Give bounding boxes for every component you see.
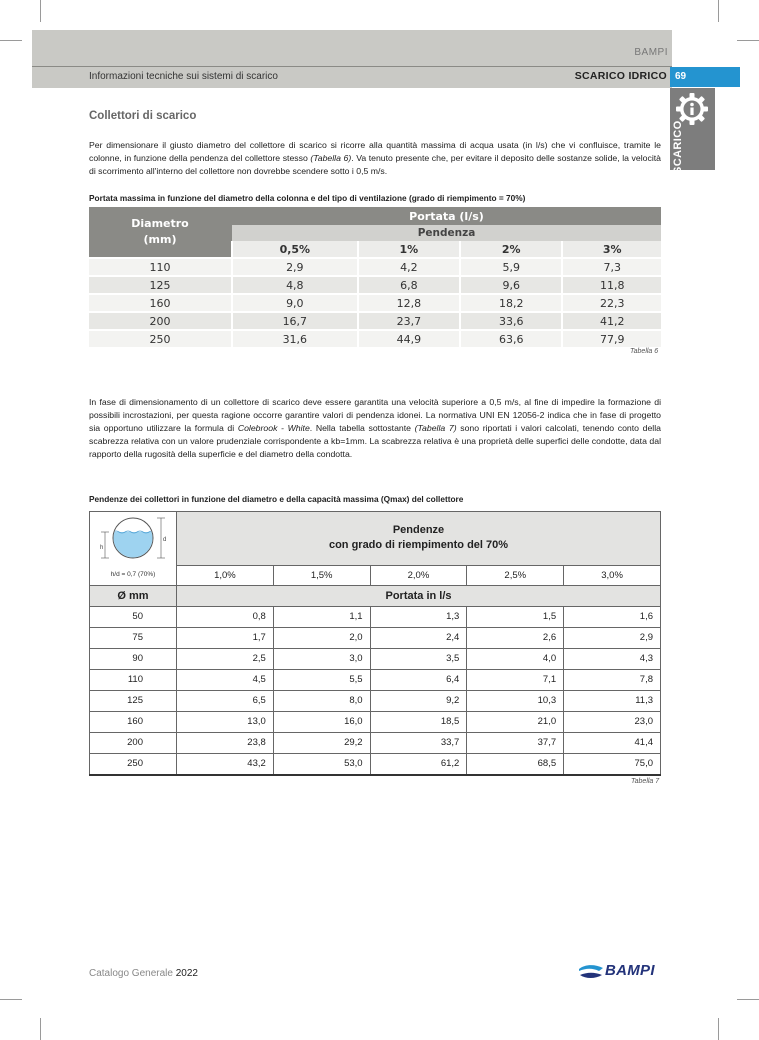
- table7-caption: Pendenze dei collettori in funzione del diametro e della capacità massima (Qmax) del collettore: [89, 494, 464, 504]
- table-cell: 1,7: [177, 627, 274, 648]
- table-cell: 10,3: [467, 690, 564, 711]
- text-run: . Nella tabella sottostante: [309, 423, 415, 433]
- table-cell: 1,5: [467, 606, 564, 627]
- table7-column-header: 2,5%: [467, 565, 564, 585]
- table-row: [90, 753, 661, 775]
- table-row: [89, 330, 661, 347]
- section-title: Collettori di scarico: [89, 110, 197, 122]
- table-cell: 125: [89, 276, 232, 294]
- table-cell: 18,2: [460, 294, 562, 312]
- crop-mark: [40, 1018, 41, 1040]
- table-row: [89, 312, 661, 330]
- crop-mark: [718, 0, 719, 22]
- table6-note: Tabella 6: [630, 348, 659, 355]
- table-cell: 16,0: [273, 711, 370, 732]
- table-cell: 33,7: [370, 732, 467, 753]
- table-cell: 6,8: [358, 276, 460, 294]
- table-cell: 41,4: [564, 732, 661, 753]
- pendenze-label: Pendenze: [392, 524, 445, 537]
- table-cell: 2,0: [273, 627, 370, 648]
- table-cell: 21,0: [467, 711, 564, 732]
- table6-diameter-header: [89, 207, 232, 258]
- table7-pendenze-header: [177, 512, 661, 566]
- catalog-label: Catalogo Generale: [89, 968, 173, 979]
- table-cell: 2,9: [564, 627, 661, 648]
- table-cell: 7,8: [564, 669, 661, 690]
- text-run: Per dimensionare il giusto diametro del collettore di scarico si ricorre alla quantità massima di acqua usata (in l/s) che vi confluisce, tramite le colonne, in funzione della pendenza del collettore stesso: [89, 140, 661, 163]
- table6-column-header: 1%: [358, 241, 460, 258]
- table7-column-header: 1,5%: [273, 565, 370, 585]
- table-cell: 22,3: [562, 294, 661, 312]
- table-cell: 4,5: [177, 669, 274, 690]
- table-cell: 6,4: [370, 669, 467, 690]
- text-run-italic: Colebrook - White: [237, 423, 310, 433]
- table-cell: 3,0: [273, 648, 370, 669]
- table-cell: 110: [89, 258, 232, 276]
- diagram-h-label: h: [100, 545, 104, 551]
- table-cell: 53,0: [273, 753, 370, 775]
- text-run-italic: (Tabella 7): [414, 423, 457, 433]
- table-row: [89, 294, 661, 312]
- table-cell: 1,3: [370, 606, 467, 627]
- table-cell: 41,2: [562, 312, 661, 330]
- table-cell: 50: [90, 606, 177, 627]
- footer-catalog: [89, 968, 198, 979]
- table-cell: 6,5: [177, 690, 274, 711]
- crop-mark: [0, 999, 22, 1000]
- table-cell: 0,8: [177, 606, 274, 627]
- crop-mark: [737, 999, 759, 1000]
- header-brand: BAMPI: [634, 47, 668, 58]
- table7-note: Tabella 7: [631, 778, 660, 785]
- table-cell: 3,5: [370, 648, 467, 669]
- table-cell: 2,6: [467, 627, 564, 648]
- table-cell: 250: [90, 753, 177, 775]
- crop-mark: [737, 40, 759, 41]
- table-cell: 11,3: [564, 690, 661, 711]
- table-cell: 250: [89, 330, 232, 347]
- table-cell: 4,2: [358, 258, 460, 276]
- table-cell: 12,8: [358, 294, 460, 312]
- header-title: Informazioni tecniche sui sistemi di scarico: [89, 71, 278, 82]
- table6-pendenza-header: Pendenza: [232, 225, 661, 241]
- table-cell: 43,2: [177, 753, 274, 775]
- table-row: [90, 669, 661, 690]
- table6-caption: Portata massima in funzione del diametro della colonna e del tipo di ventilazione (grado di riempimento = 70%): [89, 193, 526, 203]
- table-row: [89, 258, 661, 276]
- bampi-logo-text: BAMPI: [605, 962, 655, 979]
- table-cell: 8,0: [273, 690, 370, 711]
- table-cell: 13,0: [177, 711, 274, 732]
- ratio-label: h/d = 0,7 (70%): [90, 565, 177, 585]
- table-cell: 5,9: [460, 258, 562, 276]
- table-cell: 125: [90, 690, 177, 711]
- table-cell: 75: [90, 627, 177, 648]
- table-row: [90, 606, 661, 627]
- table6: [89, 207, 661, 347]
- table-cell: 37,7: [467, 732, 564, 753]
- table-cell: 9,6: [460, 276, 562, 294]
- table-cell: 11,8: [562, 276, 661, 294]
- table-cell: 4,8: [232, 276, 358, 294]
- grado-label: con grado di riempimento del 70%: [328, 539, 509, 552]
- table-row: [90, 732, 661, 753]
- text-run: In fase di dimensionamento di un collettore di scarico deve essere garantita una velocità superiore a 0,5 m/s, al fine di impedire la formazione di possibili incrostazioni, per questa ragione occorre garantire valori di pendenza idonei. La normativa UNI EN 12056-2 indica che in fase di progetto sia opportuno utilizzare la formula di: [89, 397, 661, 433]
- table7: [89, 511, 661, 776]
- table-cell: 18,5: [370, 711, 467, 732]
- header-section: SCARICO IDRICO: [574, 70, 667, 82]
- table-cell: 7,3: [562, 258, 661, 276]
- table-cell: 90: [90, 648, 177, 669]
- table-cell: 16,7: [232, 312, 358, 330]
- catalog-year: 2022: [175, 968, 198, 979]
- table-row: [90, 648, 661, 669]
- pipe-fill-diagram: [91, 512, 175, 562]
- table-row: [90, 627, 661, 648]
- table-cell: 23,7: [358, 312, 460, 330]
- table-cell: 2,5: [177, 648, 274, 669]
- table7-column-header: 3,0%: [564, 565, 661, 585]
- table-cell: 1,6: [564, 606, 661, 627]
- table-cell: 44,9: [358, 330, 460, 347]
- table-cell: 23,0: [564, 711, 661, 732]
- diameter-label: Diametro: [131, 217, 189, 230]
- page-number: 69: [670, 67, 740, 87]
- table-cell: 77,9: [562, 330, 661, 347]
- table6-column-header: 0,5%: [232, 241, 358, 258]
- diameter-label: Ø mm: [90, 585, 177, 606]
- table-row: [90, 690, 661, 711]
- table-row: [89, 276, 661, 294]
- table-cell: 31,6: [232, 330, 358, 347]
- table-cell: 33,6: [460, 312, 562, 330]
- table-cell: 4,3: [564, 648, 661, 669]
- portata-label: Portata in l/s: [177, 585, 661, 606]
- table7-column-header: 2,0%: [370, 565, 467, 585]
- diameter-unit: (mm): [143, 233, 177, 246]
- table-cell: 160: [89, 294, 232, 312]
- table6-portata-header: Portata (l/s): [232, 207, 661, 225]
- table-cell: 9,0: [232, 294, 358, 312]
- table-cell: 1,1: [273, 606, 370, 627]
- table-cell: 75,0: [564, 753, 661, 775]
- side-label: SCARICO: [672, 120, 684, 174]
- crop-mark: [0, 40, 22, 41]
- table-cell: 68,5: [467, 753, 564, 775]
- table-cell: 23,8: [177, 732, 274, 753]
- table6-column-header: 2%: [460, 241, 562, 258]
- crop-mark: [40, 0, 41, 22]
- table-cell: 9,2: [370, 690, 467, 711]
- table-cell: 63,6: [460, 330, 562, 347]
- dimensioning-paragraph: [89, 396, 661, 461]
- pipe-diagram-cell: [90, 512, 177, 566]
- diagram-d-label: d: [163, 537, 167, 543]
- table-cell: 200: [90, 732, 177, 753]
- header-divider: [32, 66, 672, 67]
- table-cell: 5,5: [273, 669, 370, 690]
- intro-paragraph: [89, 139, 661, 178]
- table6-column-header: 3%: [562, 241, 661, 258]
- table-row: [90, 711, 661, 732]
- table-cell: 2,4: [370, 627, 467, 648]
- crop-mark: [718, 1018, 719, 1040]
- table-cell: 200: [89, 312, 232, 330]
- table7-column-header: 1,0%: [177, 565, 274, 585]
- text-run: . Va tenuto presente che, per evitare il deposito delle sostanze solide, la velocità di scorrimento all'interno del collettore non dovrebbe scendere sotto i 0,5 m/s.: [89, 153, 662, 176]
- table-cell: 110: [90, 669, 177, 690]
- table-cell: 7,1: [467, 669, 564, 690]
- table-cell: 2,9: [232, 258, 358, 276]
- text-run: sono riportati i valori calcolati, tenendo conto della scabrezza relativa con un valore prudenziale corrispondente a kb=1mm. La scabrezza relativa è una proprietà delle superfici delle condotte, data dal rapporto della rugosità della superficie e del diametro della condotta.: [89, 423, 661, 459]
- table-cell: 4,0: [467, 648, 564, 669]
- table-cell: 61,2: [370, 753, 467, 775]
- table-cell: 29,2: [273, 732, 370, 753]
- table-cell: 160: [90, 711, 177, 732]
- text-run-italic: (Tabella 6): [310, 153, 352, 163]
